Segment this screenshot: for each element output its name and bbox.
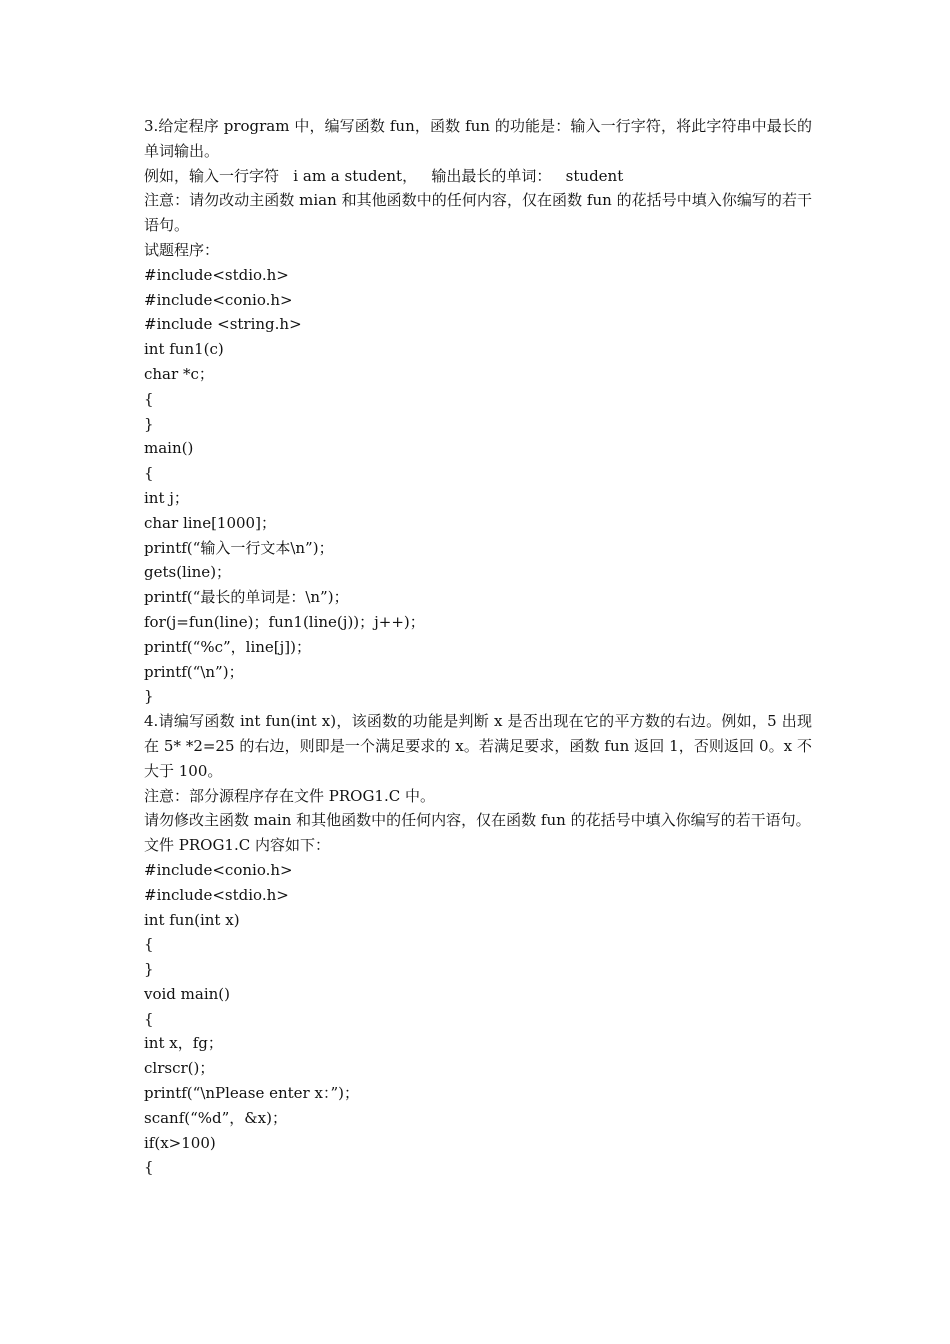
- q4-note-restrict: 请勿修改主函数 main 和其他函数中的任何内容，仅在函数 fun 的花括号中填入你编写的若干语句。: [144, 811, 811, 830]
- q3-code-line: int fun1(c): [144, 340, 224, 359]
- q3-code-line: char *c；: [144, 364, 214, 383]
- q3-code-line: #include <string.h>: [144, 315, 302, 334]
- q3-code-line: printf(“\n”)；: [144, 662, 244, 681]
- q3-description: 3.给定程序 program 中，编写函数 fun，函数 fun 的功能是：输入一行字符，将此字符串中最长的单词输出。: [144, 117, 812, 160]
- q4-code-line: {: [144, 1158, 154, 1177]
- q4-code-line: }: [144, 960, 154, 979]
- q3-code-line: int j；: [144, 488, 189, 507]
- q3-code-line: printf(“输入一行文本\n”)；: [144, 538, 334, 557]
- document-body: [144, 114, 812, 1180]
- q3-code-line: {: [144, 464, 154, 483]
- q4-code-line: scanf(“%d”，&x)；: [144, 1108, 287, 1127]
- q3-code-line: {: [144, 389, 154, 408]
- q3-example: 例如，输入一行字符 i am a student， 输出最长的单词： student: [144, 166, 624, 185]
- q4-code-line: int x，fg；: [144, 1034, 223, 1053]
- q3-code-line: printf(“%c”，line[j])；: [144, 637, 311, 656]
- q3-program-title: 试题程序：: [144, 240, 220, 259]
- q4-code-line: printf(“\nPlease enter x：”)；: [144, 1084, 359, 1103]
- q4-file-intro: 文件 PROG1.C 内容如下：: [144, 836, 330, 855]
- q3-code-line: for(j=fun(line)；fun1(line(j))；j++)；: [144, 612, 425, 631]
- q3-code-line: printf(“最长的单词是：\n”)；: [144, 588, 349, 607]
- q4-note-file: 注意：部分源程序存在文件 PROG1.C 中。: [144, 786, 435, 805]
- q4-code-line: #include<stdio.h>: [144, 885, 289, 904]
- q4-description: 4.请编写函数 int fun(int x)，该函数的功能是判断 x 是否出现在它的平方数的右边。例如，5 出现在 5* *2=25 的右边，则即是一个满足要求的 x。若满足要求，函数 fun 返回 1，否则返回 0。x 不大于 100。: [144, 712, 812, 780]
- q3-code-line: #include<conio.h>: [144, 290, 293, 309]
- q3-note: 注意：请勿改动主函数 mian 和其他函数中的任何内容，仅在函数 fun 的花括号中填入你编写的若干语句。: [144, 191, 812, 235]
- q3-code-line: #include<stdio.h>: [144, 265, 289, 284]
- q3-code-line: char line[1000]；: [144, 513, 276, 532]
- q4-code-line: if(x>100): [144, 1133, 216, 1152]
- q3-code-line: }: [144, 414, 154, 433]
- q4-code-line: void main(): [144, 984, 231, 1003]
- q4-code-line: clrscr()；: [144, 1059, 215, 1078]
- q4-code-line: #include<conio.h>: [144, 860, 293, 879]
- q4-code-line: {: [144, 1009, 154, 1028]
- q3-code-line: gets(line)；: [144, 563, 232, 582]
- q3-code-line: main(): [144, 439, 194, 458]
- q4-code-line: int fun(int x): [144, 910, 240, 929]
- q4-code-line: {: [144, 935, 154, 954]
- q3-code-line: }: [144, 687, 154, 706]
